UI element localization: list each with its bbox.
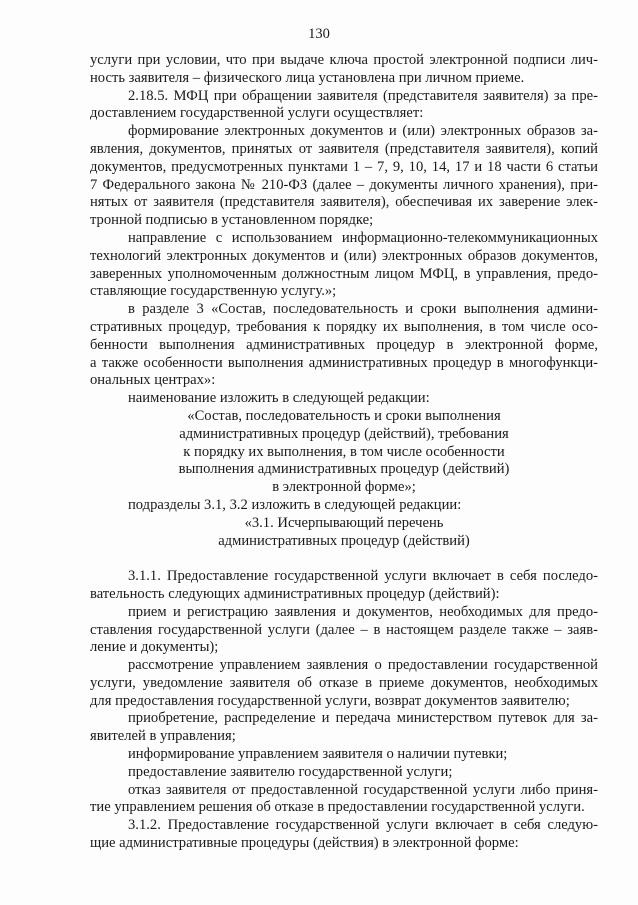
text-line: 3.1.2. Предоставление государственной услуги включает в себя следую-: [128, 817, 598, 834]
text-line: ность заявителя – физического лица установлена при личном приеме.: [90, 69, 525, 86]
text-line: административных процедур (действий): [218, 532, 470, 549]
text-line: услуги, уведомление заявителя об отказе в приеме документов, необходимых: [90, 674, 598, 691]
text-line: услуги при условии, что при выдаче ключа простой электронной подписи лич-: [90, 52, 598, 68]
text-line: доставлением государственной услуги осуществляет:: [90, 105, 424, 122]
text-line: а также особенности выполнения административных процедур в многофункци-: [90, 354, 598, 371]
text-line: нятых от заявителя (представителя заявителя), обеспечивая их заверение элек-: [90, 194, 598, 211]
text-line: подразделы 3.1, 3.2 изложить в следующей редакции:: [128, 496, 462, 513]
text-line: наименование изложить в следующей редакции:: [128, 390, 430, 407]
text-line: в разделе 3 «Состав, последовательность и сроки выполнения админи-: [128, 301, 598, 318]
text-line: тронной подписью в установленном порядке;: [90, 212, 374, 229]
text-line: ставления государственной услуги (далее – в настоящем разделе также – заяв-: [90, 621, 598, 638]
text-line: стративных процедур, требования к порядку их выполнения, в том числе осо-: [90, 318, 598, 335]
text-line: рассмотрение управлением заявления о предоставлении государственной: [128, 657, 598, 674]
text-line: отказ заявителя от предоставленной государственной услуги либо приня-: [128, 781, 598, 798]
text-line: административных процедур (действий), требования: [179, 425, 509, 442]
text-line: в электронной форме»;: [272, 479, 416, 496]
text-line: щие административные процедуры (действия) в электронной форме:: [90, 835, 519, 852]
document-body: [90, 52, 598, 853]
text-line: ональных центрах»:: [90, 372, 216, 389]
text-line: выполнения административных процедур (действий): [178, 461, 510, 478]
text-line: явления, документов, принятых от заявителя (представителя заявителя), копий: [90, 140, 598, 157]
text-line: предоставление заявителю государственной услуги;: [128, 763, 453, 780]
text-line: бенности выполнения административных процедур в электронной форме,: [90, 336, 598, 353]
text-line: «Состав, последовательность и сроки выполнения: [187, 407, 501, 424]
text-line: вательность следующих административных процедур (действий):: [90, 585, 500, 602]
text-line: 3.1.1. Предоставление государственной услуги включает в себя последо-: [128, 568, 598, 585]
text-line: технологий электронных документов и (или) электронных образов документов,: [90, 247, 598, 264]
text-line: направление с использованием информационно-телекоммуникационных: [128, 229, 598, 246]
text-line: явителей в управления;: [90, 728, 236, 745]
text-line: приобретение, распределение и передача министерством путевок для за-: [128, 710, 598, 727]
paragraph-gap: [90, 550, 598, 568]
text-line: тие управлением решения об отказе в предоставлении государственной услуги.: [90, 799, 585, 816]
text-line: 7 Федерального закона № 210-ФЗ (далее – документы личного хранения), при-: [90, 176, 598, 193]
text-line: заверенных уполномоченным должностным лицом МФЦ, в управления, предо-: [90, 265, 598, 282]
text-line: для предоставления государственной услуги, возврат документов заявителю;: [90, 692, 570, 709]
text-line: прием и регистрацию заявления и документов, необходимых для предо-: [128, 603, 598, 620]
text-line: ление и документы);: [90, 639, 219, 656]
text-line: к порядку их выполнения, в том числе особенности: [183, 443, 505, 460]
text-line: информирование управлением заявителя о наличии путевки;: [128, 746, 508, 763]
page-number: 130: [308, 26, 330, 42]
text-line: «3.1. Исчерпывающий перечень: [244, 514, 444, 531]
text-line: 2.18.5. МФЦ при обращении заявителя (представителя заявителя) за пре-: [128, 87, 598, 104]
text-line: формирование электронных документов и (или) электронных образов за-: [128, 123, 598, 140]
text-line: ставляющие государственную услугу.»;: [90, 283, 337, 300]
text-line: документов, предусмотренных пунктами 1 – 7, 9, 10, 14, 17 и 18 части 6 статьи: [90, 158, 598, 175]
